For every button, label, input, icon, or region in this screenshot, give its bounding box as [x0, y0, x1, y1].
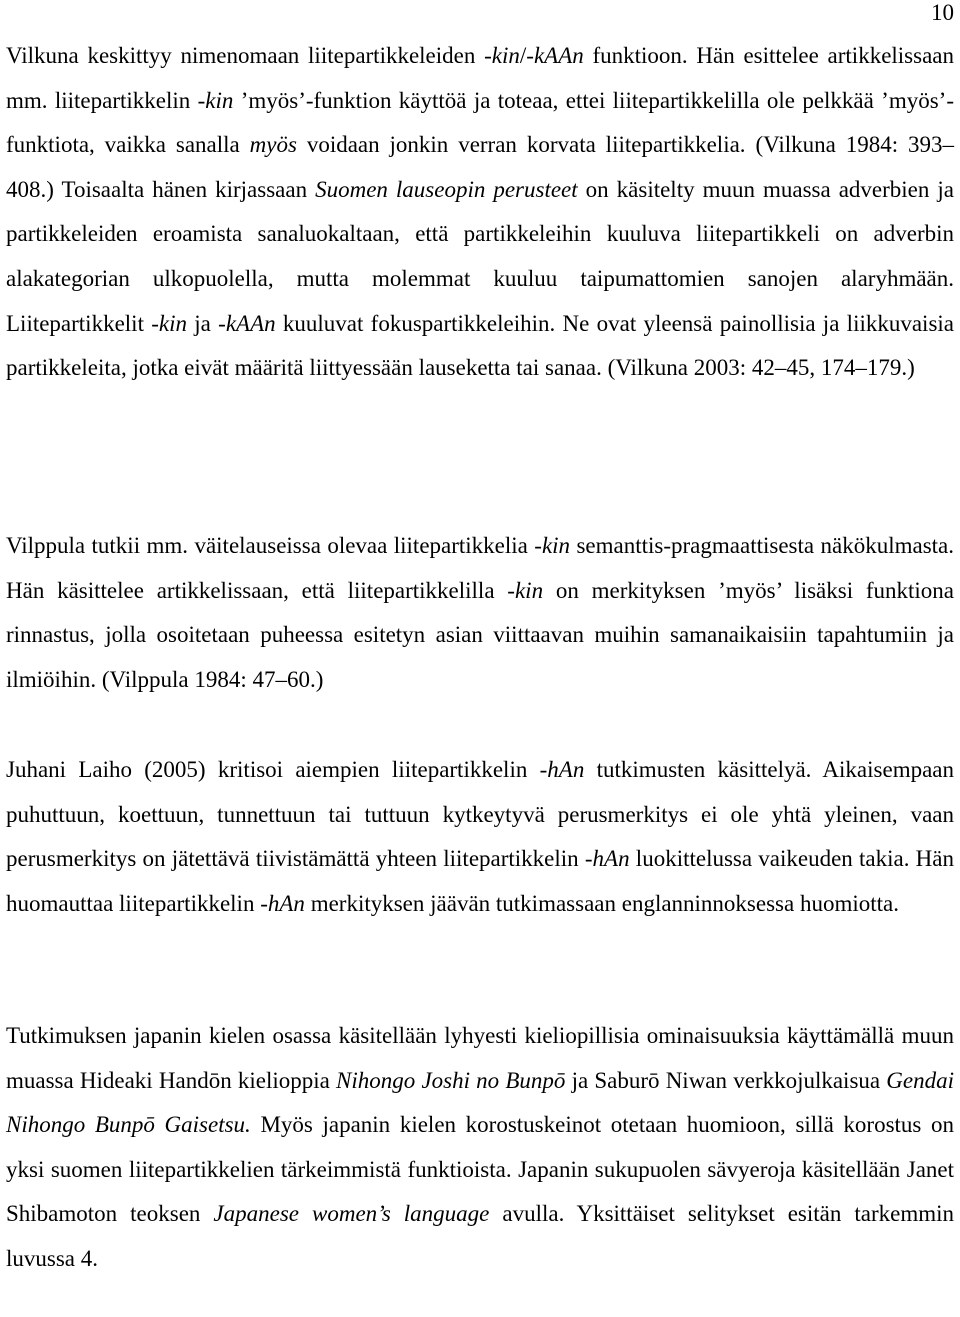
text-segment: voidaan jonkin verran korvata liitepartikkelia. (Vilkuna 1984: 393‒408.) Toisaalta hänen kirjassaan	[6, 132, 955, 202]
italic-text-segment: Nihongo Joshi no Bunpō	[336, 1067, 566, 1093]
text-segment: funktioon. Hän esittelee artikkelissaan mm. liitepartikkelin -	[6, 43, 954, 113]
italic-text-segment: Gendai Nihongo Bunpō Gaisetsu.	[6, 1067, 954, 1138]
italic-text-segment: myös	[249, 132, 297, 158]
italic-text-segment: kin	[158, 310, 187, 336]
text-segment: /-	[519, 43, 534, 68]
text-segment: Vilkuna keskittyy nimenomaan liitepartikkeleiden -	[6, 43, 492, 68]
text-segment: Juhani Laiho (2005) kritisoi aiempien liitepartikkelin -	[6, 757, 548, 782]
text-segment: ’myös’-funktion käyttöä ja toteaa, ettei liitepartikkelilla ole pelkkää ’myös’-funktiota, vaikka sanalla	[6, 87, 954, 158]
italic-text-segment: hAn	[267, 890, 305, 916]
paragraph-japanese-part	[6, 1014, 954, 1282]
text-segment: merkityksen jäävän tutkimassaan englanninnoksessa huomiotta.	[304, 890, 899, 916]
paragraph-laiho	[6, 748, 954, 926]
text-segment: Vilppula tutkii mm. väitelauseissa olevaa liitepartikkelia -	[6, 533, 542, 558]
text-segment: luokittelussa vaikeuden takia. Hän huomauttaa liitepartikkelin -	[6, 846, 954, 916]
italic-text-segment: kin	[514, 577, 544, 603]
text-segment: ja Saburō Niwan verkkojulkaisua	[565, 1067, 887, 1093]
text-segment: on käsitelty muun muassa adverbien ja partikkeleiden eroamista sanaluokaltaan, että partikkeleihin kuuluva liitepartikkeli on adverbin alakategorian ulkopuolella, mutta molemmat kuuluu taipumattomien sanojen alaryhmään. Liitepartikkelit -	[6, 176, 954, 336]
text-segment: ja -	[187, 310, 226, 336]
paragraph-vilppula	[6, 524, 954, 702]
text-segment: Myös japanin kielen korostuskeinot otetaan huomioon, sillä korostus on yksi suomen liitepartikkelien tärkeimmistä funktioista. Japanin sukupuolen sävyeroja käsitellään Janet Shibamoton teoksen	[6, 1112, 955, 1227]
italic-text-segment: Japanese women’s language	[213, 1201, 490, 1227]
italic-text-segment: kin	[541, 533, 571, 558]
italic-text-segment: kAAn	[225, 310, 276, 336]
page-number: 10	[931, 0, 954, 25]
paragraph-vilkuna	[6, 34, 954, 391]
italic-text-segment: hAn	[547, 757, 585, 782]
text-segment: on merkityksen ’myös’ lisäksi funktiona rinnastus, jolla osoitetaan puheessa esitetyn asian viittaavan muihin samanaikaisiin tapahtumiin ja ilmiöihin. (Vilppula 1984: 47‒60.)	[6, 577, 954, 692]
italic-text-segment: kAAn	[533, 43, 584, 68]
text-segment: avulla. Yksittäiset selitykset esitän tarkemmin luvussa 4.	[6, 1201, 954, 1271]
italic-text-segment: hAn	[592, 846, 630, 872]
text-segment: semanttis-pragmaattisesta näkökulmasta. Hän käsittelee artikkelissaan, että liitepartikkelilla -	[6, 533, 954, 603]
italic-text-segment: kin	[205, 87, 234, 113]
italic-text-segment: kin	[491, 43, 520, 68]
italic-text-segment: Suomen lauseopin perusteet	[315, 176, 578, 202]
text-segment: Tutkimuksen japanin kielen osassa käsitellään lyhyesti kieliopillisia ominaisuuksia käyttämällä muun muassa Hideaki Handōn kielioppia	[6, 1023, 954, 1093]
text-segment: kuuluvat fokuspartikkeleihin. Ne ovat yleensä painollisia ja liikkuvaisia partikkeleita, jotka eivät määritä liittyessään lauseketta tai sanaa. (Vilkuna 2003: 42‒45, 174‒179.)	[6, 310, 954, 381]
text-segment: tutkimusten käsittelyä. Aikaisempaan puhuttuun, koettuun, tunnettuun tai tuttuun kytkeytyvä perusmerkitys ei ole yhtä yleinen, vaan perusmerkitys on jätettävä tiivistämättä yhteen liitepartikkelin -	[6, 757, 955, 872]
